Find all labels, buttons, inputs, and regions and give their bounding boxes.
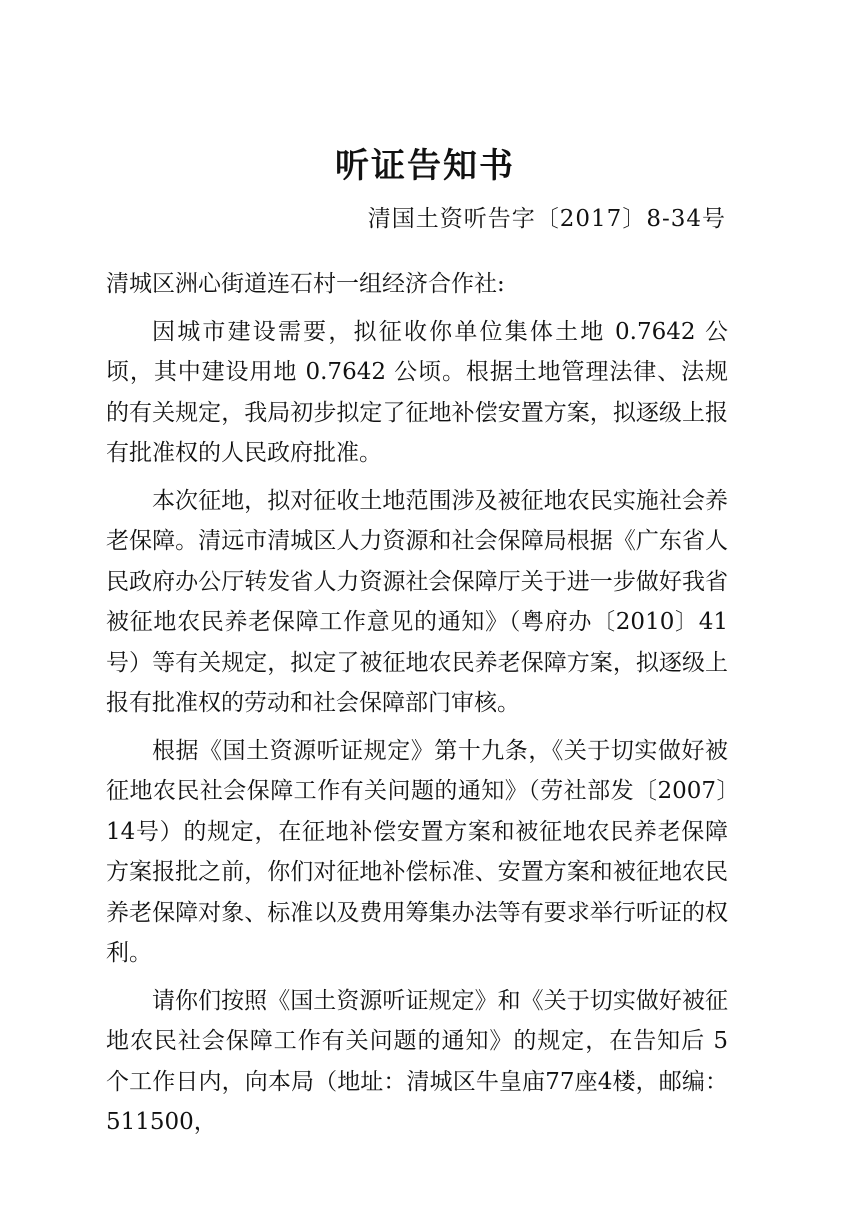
paragraph-1: 因城市建设需要，拟征收你单位集体土地 0.7642 公顷，其中建设用地 0.7642 公顷。根据土地管理法律、法规的有关规定，我局初步拟定了征地补偿安置方案，拟逐级上报有批准权的人民政府批准。 — [106, 318, 728, 466]
salutation: 清城区洲心街道连石村一组经济合作社: — [106, 271, 505, 297]
document-title: 听证告知书 — [335, 146, 515, 186]
paragraph-3: 根据《国土资源听证规定》第十九条，《关于切实做好被征地农民社会保障工作有关问题的通知》（劳社部发〔2007〕14号）的规定，在征地补偿安置方案和被征地农民养老保障方案报批之前，你们对征地补偿标准、安置方案和被征地农民养老保障对象、标准以及费用筹集办法等有要求举行听证的权利。 — [106, 737, 728, 966]
paragraph-2: 本次征地，拟对征收土地范围涉及被征地农民实施社会养老保障。清远市清城区人力资源和社会保障局根据《广东省人民政府办公厅转发省人力资源社会保障厅关于进一步做好我省被征地农民养老保障工作意见的通知》（粤府办〔2010〕41号）等有关规定，拟定了被征地农民养老保障方案，拟逐级上报有批准权的劳动和社会保障部门审核。 — [106, 487, 728, 716]
document-body — [106, 264, 728, 1150]
paragraph-4: 请你们按照《国土资源听证规定》和《关于切实做好被征地农民社会保障工作有关问题的通知》的规定，在告知后 5 个工作日内，向本局（地址：清城区牛皇庙77座4楼，邮编：511500， — [106, 987, 728, 1135]
document-number: 清国土资听告字〔2017〕8-34号 — [367, 206, 726, 232]
